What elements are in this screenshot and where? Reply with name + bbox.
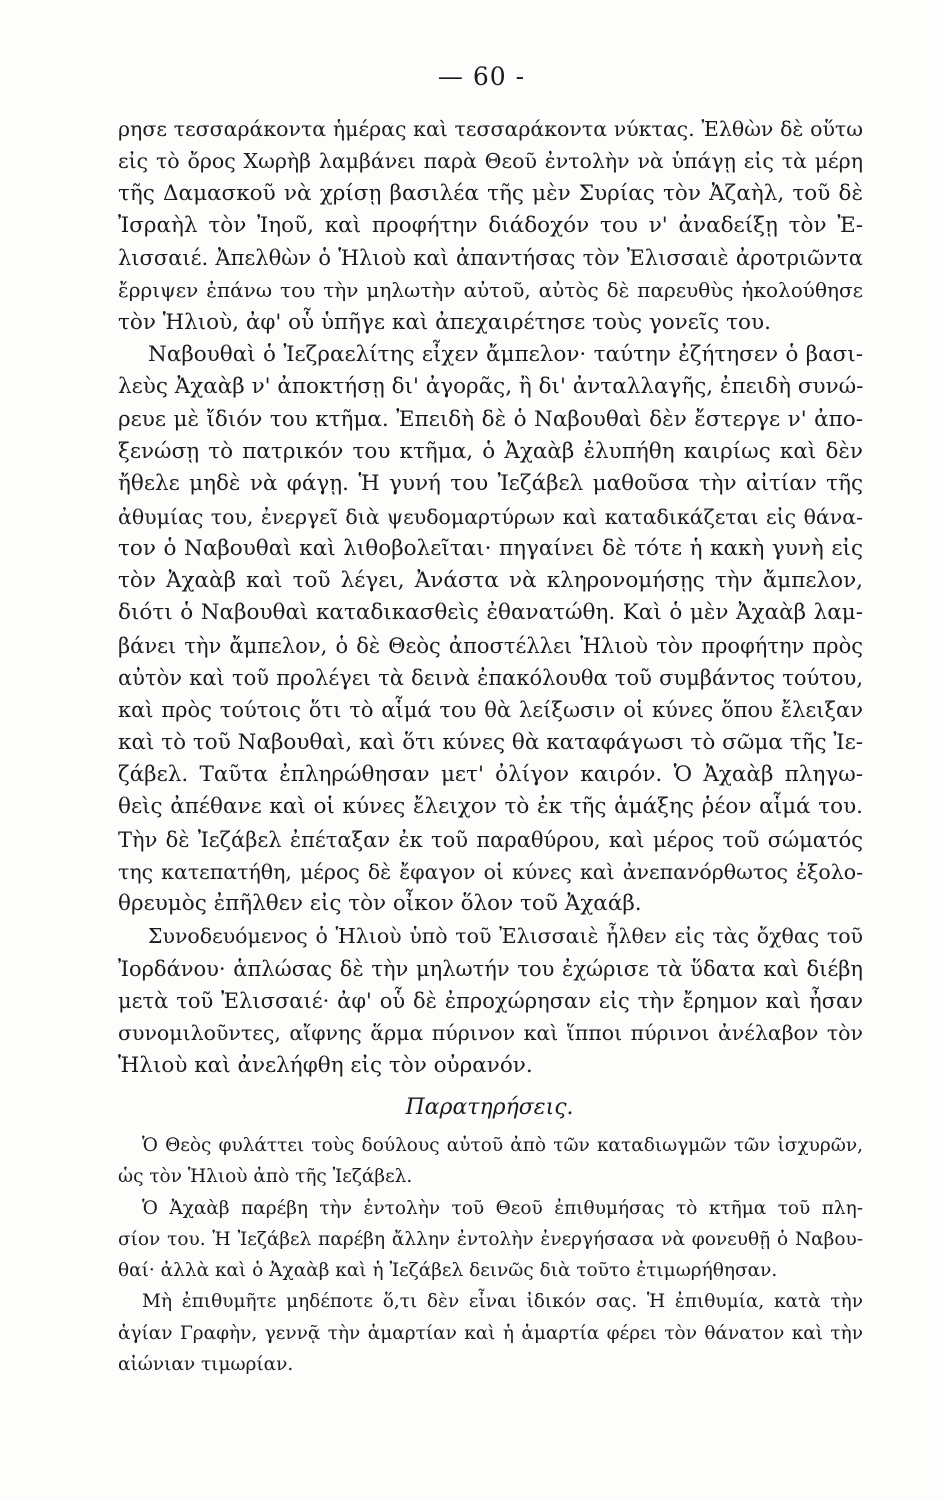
text-line: ρευε μὲ ἴδιόν του κτῆμα. Ἐπειδὴ δὲ ὁ Ναβουθαὶ δὲν ἔστεργε ν' ἀπο-	[118, 406, 863, 432]
text-line: ξενώσῃ τὸ πατρικόν του κτῆμα, ὁ Ἀχαὰβ ἐλυπήθη καιρίως καὶ δὲν	[118, 438, 863, 464]
text-line: τον ὁ Ναβουθαὶ καὶ λιθοβολεῖται· πηγαίνει δὲ τότε ἡ κακὴ γυνὴ εἰς	[118, 535, 863, 561]
text-line: ἤθελε μηδὲ νὰ φάγῃ. Ἡ γυνή του Ἰεζάβελ μαθοῦσα τὴν αἰτίαν τῆς	[118, 471, 863, 497]
remark-line: ἁγίαν Γραφὴν, γεννᾷ τὴν ἁμαρτίαν καὶ ἡ ἁμαρτία φέρει τὸν θάνατον καὶ τὴν	[118, 1322, 863, 1344]
text-line: της κατεπατήθη, μέρος δὲ ἔφαγον οἱ κύνες καὶ ἀνεπανόρθωτος ἐξολο-	[118, 859, 863, 884]
text-line: καὶ πρὸς τούτοις ὅτι τὸ αἷμά του θὰ λείξωσιν οἱ κύνες ὅπου ἔλειξαν	[118, 698, 863, 723]
text-line: ἀθυμίας του, ἐνεργεῖ διὰ ψευδομαρτύρων καὶ καταδικάζεται εἰς θάνα-	[118, 504, 863, 529]
text-line: διότι ὁ Ναβουθαὶ καταδικασθεὶς ἐθανατώθη. Καὶ ὁ μὲν Ἀχαὰβ λαμ-	[118, 600, 863, 626]
text-line: ἔρριψεν ἐπάνω του τὴν μηλωτὴν αὐτοῦ, αὐτὸς δὲ παρευθὺς ἠκολούθησε	[118, 278, 863, 303]
remark-line: σίον του. Ἡ Ἰεζάβελ παρέβη ἄλλην ἐντολὴν ἐνεργήσασα νὰ φονευθῇ ὁ Ναβου-	[118, 1228, 863, 1250]
text-line: Τὴν δὲ Ἰεζάβελ ἐπέταξαν ἐκ τοῦ παραθύρου, καὶ μέρος τοῦ σώματός	[118, 827, 863, 852]
text-line: ρησε τεσσαράκοντα ἡμέρας καὶ τεσσαράκοντα νύκτας. Ἐλθὼν δὲ οὕτω	[118, 117, 863, 141]
remark-line: Μὴ ἐπιθυμῆτε μηδέποτε ὅ,τι δὲν εἶναι ἰδικόν σας. Ἡ ἐπιθυμία, κατὰ τὴν	[142, 1291, 863, 1313]
text-line: Ἰσραὴλ τὸν Ἰηοῦ, καὶ προφήτην διάδοχόν του ν' ἀναδείξῃ τὸν Ἐ-	[118, 212, 863, 238]
text-line: θεὶς ἀπέθανε καὶ οἱ κύνες ἔλειχον τὸ ἐκ τῆς ἁμάξης ῥέον αἷμά του.	[118, 794, 863, 820]
text-line: τὸν Ἀχαὰβ καὶ τοῦ λέγει, Ἀνάστα νὰ κληρονομήσῃς τὴν ἄμπελον,	[118, 568, 863, 594]
text-line: ζάβελ. Ταῦτα ἐπληρώθησαν μετ' ὀλίγον καιρόν. Ὁ Ἀχαὰβ πληγω-	[118, 761, 863, 787]
text-line: εἰς τὸ ὄρος Χωρὴβ λαμβάνει παρὰ Θεοῦ ἐντολὴν νὰ ὑπάγῃ εἰς τὰ μέρη	[118, 149, 863, 174]
remark-line: Ὁ Ἀχαὰβ παρέβη τὴν ἐντολὴν τοῦ Θεοῦ ἐπιθυμήσας τὸ κτῆμα τοῦ πλη-	[142, 1197, 863, 1219]
text-line: αὐτὸν καὶ τοῦ προλέγει τὰ δεινὰ ἐπακόλουθα τοῦ συμβάντος τούτου,	[118, 666, 863, 691]
remarks-heading: Παρατηρήσεις.	[405, 1095, 574, 1120]
text-line: Ἡλιοὺ καὶ ἀνελήφθη εἰς τὸν οὐρανόν.	[118, 1052, 533, 1078]
text-line: Ναβουθαὶ ὁ Ἰεζραελίτης εἶχεν ἄμπελον· ταύτην ἐζήτησεν ὁ βασι-	[148, 342, 863, 368]
remark-line: ὡς τὸν Ἡλιοὺ ἀπὸ τῆς Ἰεζάβελ.	[118, 1166, 413, 1188]
main-text	[118, 113, 863, 1082]
remark-line: θαί· ἀλλὰ καὶ ὁ Ἀχαὰβ καὶ ἡ Ἰεζάβελ δεινῶς διὰ τοῦτο ἐτιμωρήθησαν.	[118, 1260, 778, 1282]
remark-line: Ὁ Θεὸς φυλάττει τοὺς δούλους αὐτοῦ ἀπὸ τῶν καταδιωγμῶν τῶν ἰσχυρῶν,	[142, 1135, 863, 1156]
text-line: τὸν Ἡλιοὺ, ἀφ' οὗ ὑπῆγε καὶ ἀπεχαιρέτησε τοὺς γονεῖς του.	[118, 309, 771, 335]
text-line: λισσαιέ. Ἀπελθὼν ὁ Ἡλιοὺ καὶ ἀπαντήσας τὸν Ἐλισσαιὲ ἀροτριῶντα	[118, 246, 863, 271]
text-line: Συνοδευόμενος ὁ Ἡλιοὺ ὑπὸ τοῦ Ἐλισσαιὲ ἦλθεν εἰς τὰς ὄχθας τοῦ	[148, 924, 863, 949]
text-line: τῆς Δαμασκοῦ νὰ χρίσῃ βασιλέα τῆς μὲν Συρίας τὸν Ἀζαὴλ, τοῦ δὲ	[118, 180, 863, 206]
remark-line: αἰώνιαν τιμωρίαν.	[118, 1354, 294, 1376]
text-line: λεὺς Ἀχαὰβ ν' ἀποκτήσῃ δι' ἀγορᾶς, ἢ δι' ἀνταλλαγῆς, ἐπειδὴ συνώ-	[118, 374, 864, 400]
text-line: καὶ τὸ τοῦ Ναβουθαὶ, καὶ ὅτι κύνες θὰ καταφάγωσι τὸ σῶμα τῆς Ἰε-	[118, 729, 863, 755]
text-line: βάνει τὴν ἄμπελον, ὁ δὲ Θεὸς ἀποστέλλει Ἡλιοὺ τὸν προφήτην πρὸς	[118, 633, 863, 658]
text-line: Ἰορδάνου· ἁπλώσας δὲ τὴν μηλωτήν του ἐχώρισε τὰ ὕδατα καὶ διέβη	[118, 956, 863, 981]
text-line: συνομιλοῦντες, αἴφνης ἅρμα πύρινον καὶ ἵπποι πύρινοι ἀνέλαβον τὸν	[118, 1021, 863, 1046]
remarks-text	[118, 1130, 863, 1380]
page-number: — 60 -	[437, 62, 526, 91]
text-line: θρευμὸς ἐπῆλθεν εἰς τὸν οἶκον ὅλον τοῦ Ἀχαάβ.	[118, 891, 642, 917]
text-line: μετὰ τοῦ Ἐλισσαιέ· ἀφ' οὗ δὲ ἐπροχώρησαν εἰς τὴν ἔρημον καὶ ἦσαν	[118, 989, 863, 1014]
